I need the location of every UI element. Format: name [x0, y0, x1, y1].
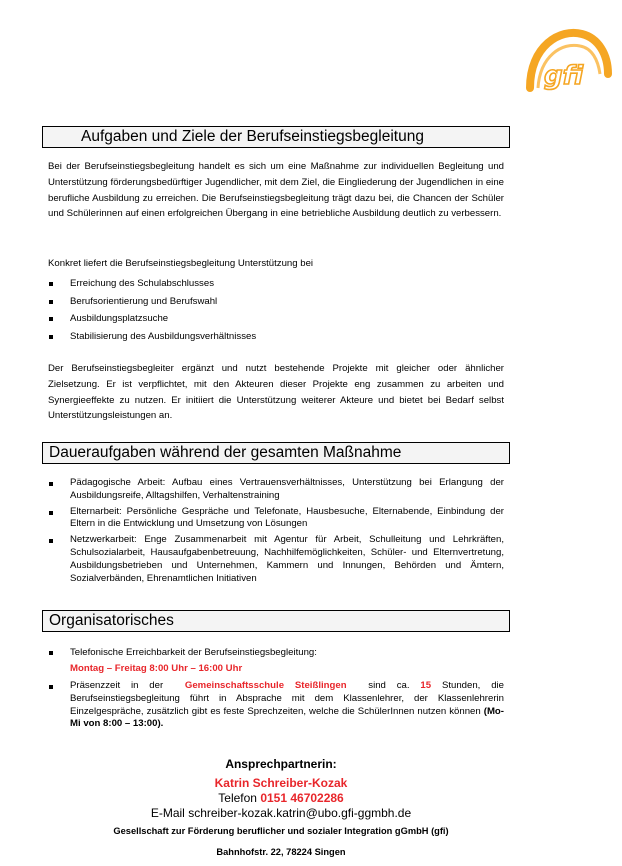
section-heading-organisatorisches — [42, 610, 510, 632]
support-intro: Konkret liefert die Berufseinstiegsbegleitung Unterstützung bei — [48, 258, 314, 269]
support-list — [48, 275, 504, 345]
section-title: Daueraufgaben während der gesamten Maßnahme — [49, 444, 402, 461]
section-title: Aufgaben und Ziele der Berufseinstiegsbegleitung — [81, 128, 424, 145]
bullet-icon — [49, 300, 53, 304]
school-name: Gemeinschaftsschule Steißlingen — [184, 680, 347, 691]
tasks-list — [48, 477, 504, 588]
section-heading-aufgaben — [42, 126, 510, 148]
contact-phone: 0151 46702286 — [260, 791, 344, 805]
list-item: Netzwerkarbeit: Enge Zusammenarbeit mit Agentur für Arbeit, Schulleitung und Lehrkräften, Schulsozialarbeit, Hausaufgabenbetreuung, Nachhilfemöglichkeiten, Schüler- und Elternvertretung, Ausbildungsbetrieben und Unternehmen, Kammern und Innungen, Behörden und Ämtern, Sozialverbänden, Ehrenamtlichen Initiativen — [48, 534, 504, 585]
list-item: Erreichung des Schulabschlusses — [48, 275, 504, 293]
organisation-name: Gesellschaft zur Förderung beruflicher und sozialer Integration gGmbH (gfi) — [113, 826, 449, 836]
contact-email[interactable]: schreiber-kozak.katrin@ubo.gfi-ggmbh.de — [188, 806, 412, 820]
section-title: Organisatorisches — [49, 612, 174, 629]
list-item: Ausbildungsplatzsuche — [48, 310, 504, 328]
list-item: Pädagogische Arbeit: Aufbau eines Vertrauensverhältnisses, Unterstützung bei Erlangung der Ausbildungsreife, Alltagshilfen, Verhaltenstraining — [48, 477, 504, 503]
bullet-icon — [49, 335, 53, 339]
email-label: E-Mail — [150, 806, 185, 820]
logo-text: gfi — [544, 61, 584, 91]
bullet-icon — [49, 511, 53, 515]
phone-label: Telefon — [218, 791, 257, 805]
bullet-icon — [49, 317, 53, 321]
office-hours: (Mo-Mi von 8:00 – 13:00). — [70, 705, 504, 730]
list-item: Stabilisierung des Ausbildungsverhältnisses — [48, 328, 504, 346]
gfi-logo-graphic — [520, 26, 612, 96]
presence-prefix: Präsenzzeit in der — [70, 680, 164, 691]
closing-paragraph: Der Berufseinstiegsbegleiter ergänzt und nutzt bestehende Projekte mit gleicher oder ähnlicher Zielsetzung. Er ist verpflichtet, mit den Akteuren dieser Projekte eng zusammen zu arbeiten und Synergieeffekte zu nutzen. Er initiiert die Unterstützung weiterer Akteure und bietet bei Bedarf selbst Unterstützungsleistungen an. — [48, 363, 504, 422]
gfi-logo — [520, 26, 612, 96]
bullet-icon — [49, 282, 53, 286]
contact-email-line — [0, 806, 562, 820]
list-item: Berufsorientierung und Berufswahl — [48, 293, 504, 311]
list-item: Elternarbeit: Persönliche Gespräche und Telefonate, Hausbesuche, Elternabende, Einbindung der Eltern in die Entwicklung und Umsetzung von Lösungen — [48, 506, 504, 532]
bullet-icon — [49, 651, 53, 655]
presence-mid: sind ca. — [368, 680, 410, 691]
bullet-icon — [49, 539, 53, 543]
phone-hours: Montag – Freitag 8:00 Uhr – 16:00 Uhr — [70, 663, 243, 674]
intro-paragraph: Bei der Berufseinstiegsbegleitung handelt es sich um eine Maßnahme zur individuellen Begleitung und Unterstützung förderungsbedürftiger Jugendlicher, mit dem Ziel, die Eingliederung der Jugendlichen in eine berufliche Ausbildung zu erreichen. Die Berufseinstiegsbegleitung trägt dazu bei, die Chancen der Schüler und Schülerinnen auf einen erfolgreichen Übergang in eine betriebliche Ausbildung deutlich zu verbessern. — [48, 161, 504, 220]
list-item — [48, 680, 504, 731]
bullet-icon — [49, 482, 53, 486]
section-heading-daueraufgaben — [42, 442, 510, 464]
presence-suffix: Stunden, die Berufseinstiegsbegleitung führt in Absprache mit dem Klassenlehrer, der Klassenlehrerin Einzelgespräche, zusätzlich gibt es feste Sprechzeiten, welche die SchülerInnen nutzen können — [70, 680, 504, 717]
contact-phone-line — [0, 791, 562, 805]
presence-hours: 15 — [420, 680, 432, 691]
phone-label: Telefonische Erreichbarkeit der Berufseinstiegsbegleitung: — [70, 647, 317, 658]
organisation-list — [48, 645, 504, 734]
organisation-address: Bahnhofstr. 22, 78224 Singen — [216, 847, 346, 857]
contact-heading: Ansprechpartnerin: — [225, 757, 337, 771]
bullet-icon — [49, 685, 53, 689]
list-item — [48, 645, 504, 677]
contact-name: Katrin Schreiber-Kozak — [214, 776, 348, 790]
